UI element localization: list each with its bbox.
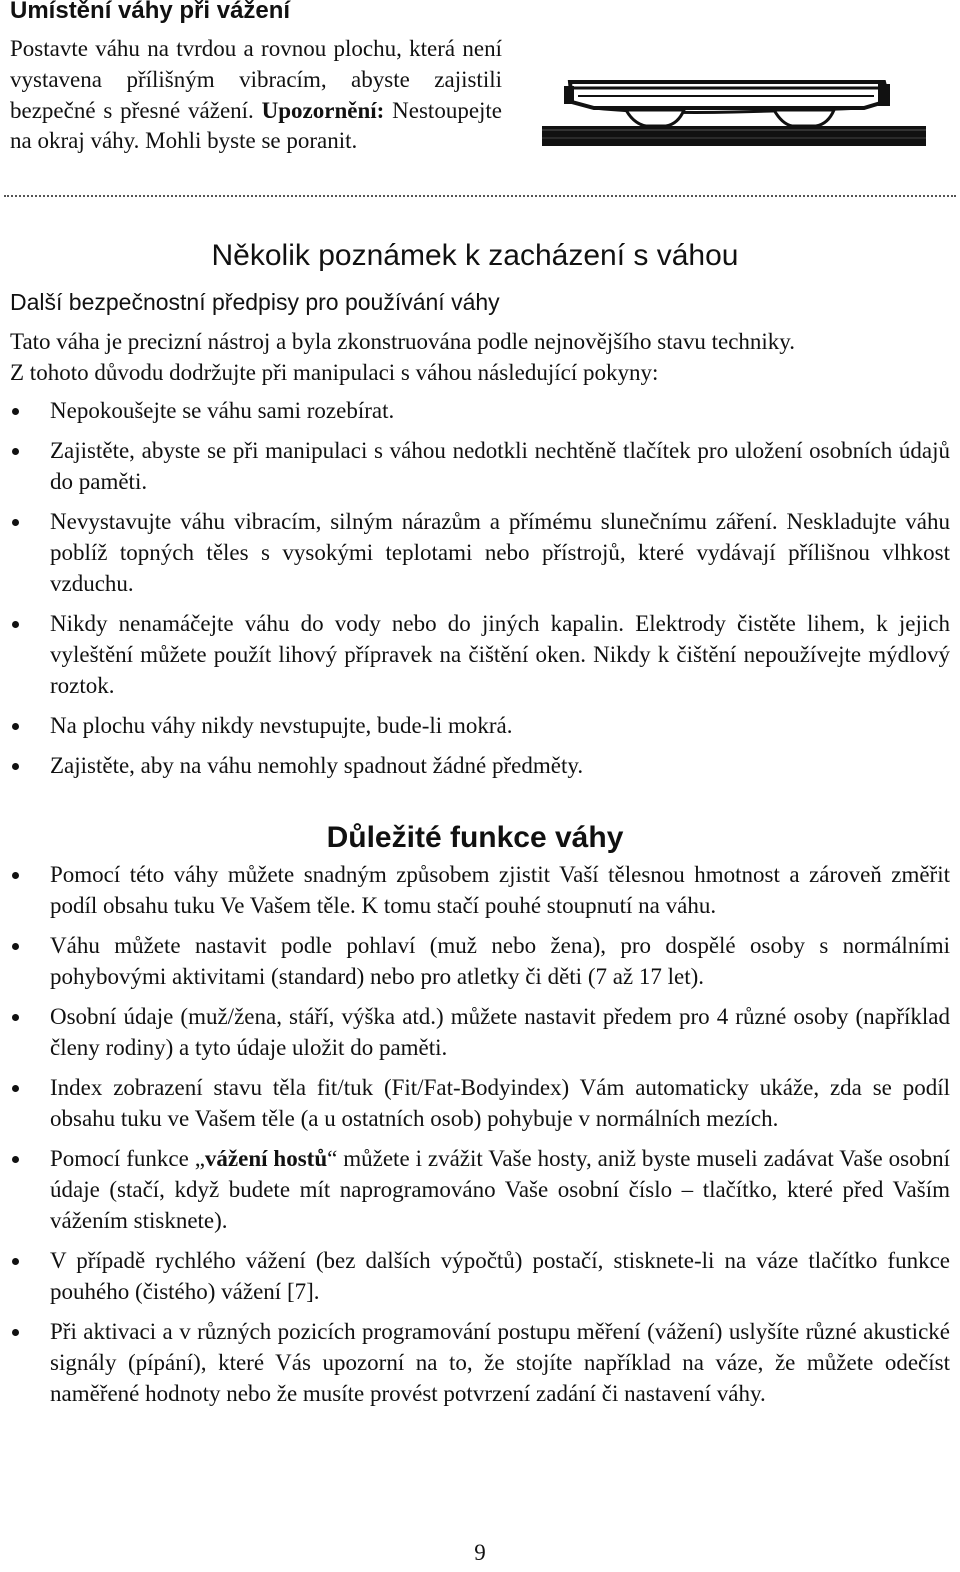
list-item-text: Na plochu váhy nikdy nevstupujte, bude-li mokrá. — [50, 713, 513, 739]
bullet-icon — [12, 763, 19, 770]
list-item — [0, 609, 950, 701]
bullet-icon — [12, 723, 19, 730]
warning-text: Nestoupejte na okraj váhy. Mohli byste se poranit. — [10, 97, 503, 154]
list-item — [0, 711, 950, 742]
guest-text-before: Pomocí funkce „ — [50, 1146, 205, 1172]
placement-paragraph — [10, 34, 502, 157]
bullet-icon — [12, 1329, 19, 1336]
bullet-icon — [12, 1156, 19, 1163]
list-item — [0, 751, 950, 782]
bullet-icon — [12, 621, 19, 628]
list-item — [0, 396, 950, 427]
list-item — [0, 1317, 950, 1409]
section-divider — [4, 195, 956, 197]
functions-title: Důležité funkce váhy — [326, 821, 624, 854]
guest-weighing-term: vážení hostů — [204, 1146, 328, 1172]
list-item — [0, 1144, 950, 1236]
list-item — [0, 1073, 950, 1135]
bullet-icon — [12, 1085, 19, 1092]
bullet-icon — [12, 1258, 19, 1265]
list-item-text: Nepokoušejte se váhu sami rozebírat. — [50, 398, 395, 423]
bullet-icon — [12, 943, 19, 950]
bullet-icon — [12, 872, 19, 879]
scale-on-floor-illustration — [534, 68, 930, 162]
list-item — [0, 1002, 950, 1064]
list-item-text: V případě rychlého vážení (bez dalších výpočtů) postačí, stisknete-li na váze tlačítko funkce pouhého (čistého) vážení [7]. — [50, 1248, 950, 1305]
list-item-text: Nikdy nenamáčejte váhu do vody nebo do jiných kapalin. Elektrody čistěte lihem, k jejich vyleštění můžete použít lihový přípravek na čištění oken. Nikdy k čištění nepoužívejte mýdlový roztok. — [50, 611, 950, 698]
list-item-text: Zajistěte, abyste se při manipulaci s váhou nedotkli nechtěně tlačítek pro uložení osobních údajů do paměti. — [50, 438, 950, 495]
list-item-text: Pomocí této váhy můžete snadným způsobem zjistit Vaší tělesnou hmotnost a zároveň změřit podíl obsahu tuku Ve Vašem těle. K tomu stačí pouhé stoupnutí na váhu. — [50, 862, 950, 918]
placement-intro: Postavte váhu na tvrdou a rovnou plochu, která není vystavena přílišným vibracím, abyste zajistili bezpečné s přesné vážení. — [10, 36, 502, 123]
guest-text-after: “ můžete i zvážit Vaše hosty, aniž byste museli zadávat Vaše osobní údaje (stačí, když budete mít naprogramováno Vaše osobní číslo – tlačítko, které před Vaším vážením stisknete). — [50, 1146, 950, 1233]
list-item-text: Nevystavujte váhu vibracím, silným nárazům a přímému slunečnímu záření. Neskladujte váhu poblíž topných těles s vysokými teplotami nebo přístrojů, které vydávají přílišnou vlhkost vzduchu. — [50, 509, 950, 596]
warning-label: Upozornění: — [261, 97, 385, 123]
bullet-icon — [12, 1014, 19, 1021]
safety-list — [0, 396, 950, 792]
list-item — [0, 507, 950, 599]
list-item-text: Zajistěte, aby na váhu nemohly spadnout žádné předměty. — [50, 753, 584, 779]
placement-heading: Umístění váhy při vážení — [10, 0, 291, 24]
list-item-text: Osobní údaje (muž/žena, stáří, výška atd.) můžete nastavit předem pro 4 různé osoby (například členy rodiny) a tyto údaje uložit do paměti. — [50, 1004, 950, 1060]
list-item-text: Index zobrazení stavu těla fit/tuk (Fit/Fat-Bodyindex) Vám automaticky ukáže, zda se podíl obsahu tuku ve Vašem těle (a u ostatních osob) pohybuje v normálních mezích. — [50, 1075, 950, 1132]
notes-title: Několik poznámek k zacházení s váhou — [211, 239, 739, 272]
list-item — [0, 931, 950, 993]
bullet-icon — [12, 519, 19, 526]
bullet-icon — [12, 408, 19, 415]
list-item — [0, 1246, 950, 1308]
list-item-text: Při aktivaci a v různých pozicích programování postupu měření (vážení) uslyšíte různé akustické signály (pípání), které Vás upozorní na to, že stojíte například na váze, že můžete odečíst naměřené hodnoty nebo že musíte provést potvrzení zadání či nastavení váhy. — [50, 1319, 950, 1406]
list-item — [0, 436, 950, 498]
list-item — [0, 860, 950, 922]
list-item-text: Váhu můžete nastavit podle pohlaví (muž nebo žena), pro dospělé osoby s normálními pohybovými aktivitami (standard) nebo pro atletky či děti (7 až 17 let). — [50, 933, 950, 989]
functions-list — [0, 860, 950, 1419]
safety-subtitle: Další bezpečnostní předpisy pro používání váhy — [10, 289, 500, 315]
page-number: 9 — [474, 1540, 486, 1565]
intro-line-1: Tato váha je precizní nástroj a byla zkonstruována podle nejnovějšího stavu techniky. — [10, 329, 796, 354]
bullet-icon — [12, 448, 19, 455]
notes-intro — [10, 327, 948, 389]
intro-line-2: Z tohoto důvodu dodržujte při manipulaci s váhou následující pokyny: — [10, 359, 659, 385]
